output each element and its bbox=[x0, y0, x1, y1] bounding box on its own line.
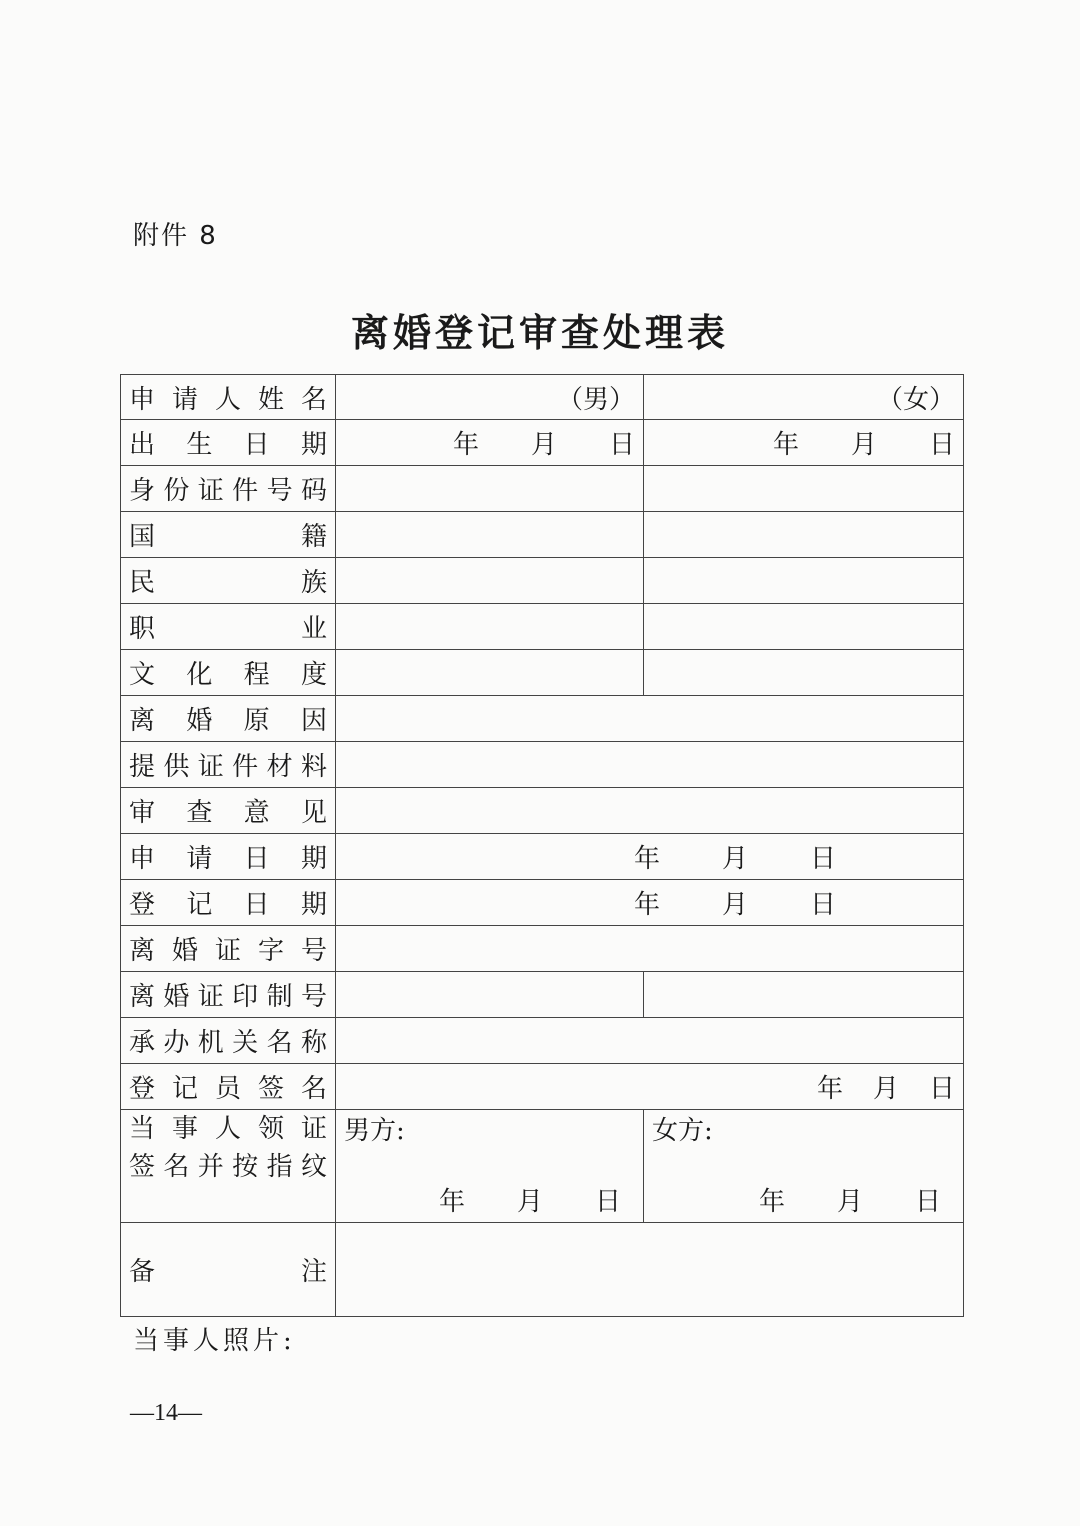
male-party-label: 男方: bbox=[344, 1116, 405, 1146]
label-char: 关 bbox=[232, 1028, 259, 1058]
remarks-cell[interactable] bbox=[336, 1223, 964, 1317]
label-char: 化 bbox=[186, 660, 213, 690]
divorce-reason-cell[interactable] bbox=[336, 696, 964, 742]
label-char: 注 bbox=[300, 1257, 327, 1287]
label-char: 婚 bbox=[163, 982, 190, 1012]
label-char: 指 bbox=[266, 1152, 293, 1182]
label-applicant-name bbox=[121, 375, 336, 420]
year-label: 年 bbox=[634, 890, 661, 920]
male-id-number[interactable] bbox=[336, 466, 644, 512]
label-char: 领 bbox=[257, 1114, 284, 1144]
day-label: 日 bbox=[594, 1187, 621, 1217]
label-application-date bbox=[121, 834, 336, 880]
label-char: 证 bbox=[197, 982, 224, 1012]
label-char: 生 bbox=[186, 430, 213, 460]
label-char: 婚 bbox=[186, 706, 213, 736]
certificate-number-cell[interactable] bbox=[336, 926, 964, 972]
female-ethnicity[interactable] bbox=[644, 558, 964, 604]
label-char: 期 bbox=[300, 844, 327, 874]
label-char: 事 bbox=[171, 1114, 198, 1144]
divorce-review-table bbox=[120, 374, 964, 1317]
month-label: 月 bbox=[836, 1187, 863, 1217]
label-char: 出 bbox=[129, 430, 156, 460]
label-char: 办 bbox=[163, 1028, 190, 1058]
label-id-number bbox=[121, 466, 336, 512]
male-signature-cell[interactable] bbox=[336, 1110, 644, 1223]
label-char: 职 bbox=[129, 614, 156, 644]
male-ethnicity[interactable] bbox=[336, 558, 644, 604]
label-char: 号 bbox=[300, 936, 327, 966]
male-name-cell[interactable] bbox=[336, 375, 644, 420]
female-education[interactable] bbox=[644, 650, 964, 696]
female-name-cell[interactable] bbox=[644, 375, 964, 420]
label-char: 记 bbox=[186, 890, 213, 920]
label-char: 籍 bbox=[300, 522, 327, 552]
month-label: 月 bbox=[530, 430, 557, 460]
label-birth-date bbox=[121, 420, 336, 466]
label-char: 字 bbox=[257, 936, 284, 966]
label-char: 期 bbox=[300, 430, 327, 460]
year-label: 年 bbox=[438, 1187, 465, 1217]
month-label: 月 bbox=[722, 844, 749, 874]
label-char: 供 bbox=[163, 752, 190, 782]
label-education bbox=[121, 650, 336, 696]
label-ethnicity bbox=[121, 558, 336, 604]
label-documents bbox=[121, 742, 336, 788]
label-char: 业 bbox=[300, 614, 327, 644]
day-label: 日 bbox=[914, 1187, 941, 1217]
label-char: 申 bbox=[129, 384, 156, 415]
female-certificate-print-number[interactable] bbox=[644, 972, 964, 1018]
day-label: 日 bbox=[928, 1074, 955, 1104]
label-char: 印 bbox=[232, 982, 259, 1012]
label-char: 离 bbox=[129, 982, 156, 1012]
label-divorce-reason bbox=[121, 696, 336, 742]
label-char: 国 bbox=[129, 522, 156, 552]
page-number: —14— bbox=[130, 1400, 202, 1426]
year-label: 年 bbox=[772, 430, 799, 460]
label-certificate-number bbox=[121, 926, 336, 972]
application-date-cell[interactable] bbox=[336, 834, 964, 880]
label-char: 原 bbox=[243, 706, 270, 736]
label-char: 人 bbox=[214, 1114, 241, 1144]
label-char: 日 bbox=[243, 844, 270, 874]
female-nationality[interactable] bbox=[644, 512, 964, 558]
label-char: 意 bbox=[243, 798, 270, 828]
label-char: 查 bbox=[186, 798, 213, 828]
male-nationality[interactable] bbox=[336, 512, 644, 558]
label-char: 审 bbox=[129, 798, 156, 828]
label-char: 离 bbox=[129, 706, 156, 736]
label-agency-name bbox=[121, 1018, 336, 1064]
label-party-signature bbox=[121, 1110, 336, 1223]
label-char: 登 bbox=[129, 1074, 156, 1104]
label-char: 按 bbox=[232, 1152, 259, 1182]
label-char: 见 bbox=[300, 798, 327, 828]
label-char: 登 bbox=[129, 890, 156, 920]
label-char: 员 bbox=[214, 1074, 241, 1104]
label-char: 文 bbox=[129, 660, 156, 690]
label-registrar-signature bbox=[121, 1064, 336, 1110]
label-char: 名 bbox=[266, 1028, 293, 1058]
label-char: 日 bbox=[243, 430, 270, 460]
label-char: 名 bbox=[163, 1152, 190, 1182]
label-char: 并 bbox=[197, 1152, 224, 1182]
female-occupation[interactable] bbox=[644, 604, 964, 650]
label-char: 日 bbox=[243, 890, 270, 920]
male-education[interactable] bbox=[336, 650, 644, 696]
label-char: 身 bbox=[129, 476, 156, 506]
party-photo-label: 当事人照片: bbox=[133, 1326, 296, 1356]
day-label: 日 bbox=[810, 844, 837, 874]
label-char: 期 bbox=[300, 890, 327, 920]
month-label: 月 bbox=[850, 430, 877, 460]
agency-name-cell[interactable] bbox=[336, 1018, 964, 1064]
label-char: 料 bbox=[300, 752, 327, 782]
label-char: 证 bbox=[214, 936, 241, 966]
label-char: 记 bbox=[171, 1074, 198, 1104]
month-label: 月 bbox=[872, 1074, 899, 1104]
label-nationality bbox=[121, 512, 336, 558]
label-char: 人 bbox=[214, 384, 241, 415]
male-tag: （男） bbox=[556, 384, 635, 415]
attachment-label: 附件 8 bbox=[133, 221, 218, 251]
day-label: 日 bbox=[810, 890, 837, 920]
registration-date-cell[interactable] bbox=[336, 880, 964, 926]
label-char: 族 bbox=[300, 568, 327, 598]
label-char: 码 bbox=[300, 476, 327, 506]
female-birth-date[interactable] bbox=[644, 420, 964, 466]
day-label: 日 bbox=[608, 430, 635, 460]
label-certificate-print-number bbox=[121, 972, 336, 1018]
label-char: 因 bbox=[300, 706, 327, 736]
female-id-number[interactable] bbox=[644, 466, 964, 512]
label-char: 机 bbox=[197, 1028, 224, 1058]
label-char: 件 bbox=[232, 752, 259, 782]
label-char: 名 bbox=[300, 1074, 327, 1104]
label-review-opinion bbox=[121, 788, 336, 834]
label-char: 份 bbox=[163, 476, 190, 506]
label-char: 证 bbox=[197, 752, 224, 782]
label-char: 程 bbox=[243, 660, 270, 690]
label-char: 请 bbox=[171, 384, 198, 415]
label-char: 申 bbox=[129, 844, 156, 874]
month-label: 月 bbox=[516, 1187, 543, 1217]
label-char: 证 bbox=[197, 476, 224, 506]
male-birth-date[interactable] bbox=[336, 420, 644, 466]
label-registration-date bbox=[121, 880, 336, 926]
label-char: 当 bbox=[129, 1114, 156, 1144]
year-label: 年 bbox=[634, 844, 661, 874]
label-char: 称 bbox=[300, 1028, 327, 1058]
female-signature-cell[interactable] bbox=[644, 1110, 964, 1223]
label-char: 度 bbox=[300, 660, 327, 690]
label-remarks bbox=[121, 1223, 336, 1317]
label-char: 签 bbox=[129, 1152, 156, 1182]
label-char: 婚 bbox=[171, 936, 198, 966]
form-title: 离婚登记审查处理表 bbox=[350, 310, 729, 355]
male-occupation[interactable] bbox=[336, 604, 644, 650]
month-label: 月 bbox=[722, 890, 749, 920]
label-char: 离 bbox=[129, 936, 156, 966]
label-char: 备 bbox=[129, 1257, 156, 1287]
label-char: 纹 bbox=[300, 1152, 327, 1182]
label-char: 承 bbox=[129, 1028, 156, 1058]
label-char: 名 bbox=[300, 384, 327, 415]
label-char: 民 bbox=[129, 568, 156, 598]
female-party-label: 女方: bbox=[652, 1116, 713, 1146]
label-char: 请 bbox=[186, 844, 213, 874]
registrar-signature-cell[interactable] bbox=[336, 1064, 964, 1110]
label-char: 提 bbox=[129, 752, 156, 782]
documents-cell[interactable] bbox=[336, 742, 964, 788]
year-label: 年 bbox=[452, 430, 479, 460]
label-char: 制 bbox=[266, 982, 293, 1012]
label-char: 证 bbox=[300, 1114, 327, 1144]
year-label: 年 bbox=[758, 1187, 785, 1217]
label-char: 材 bbox=[266, 752, 293, 782]
label-char: 件 bbox=[232, 476, 259, 506]
label-char: 号 bbox=[300, 982, 327, 1012]
label-occupation bbox=[121, 604, 336, 650]
review-opinion-cell[interactable] bbox=[336, 788, 964, 834]
label-char: 姓 bbox=[257, 384, 284, 415]
female-tag: （女） bbox=[876, 384, 955, 415]
year-label: 年 bbox=[816, 1074, 843, 1104]
label-char: 号 bbox=[266, 476, 293, 506]
male-certificate-print-number[interactable] bbox=[336, 972, 644, 1018]
label-char: 签 bbox=[257, 1074, 284, 1104]
day-label: 日 bbox=[928, 430, 955, 460]
